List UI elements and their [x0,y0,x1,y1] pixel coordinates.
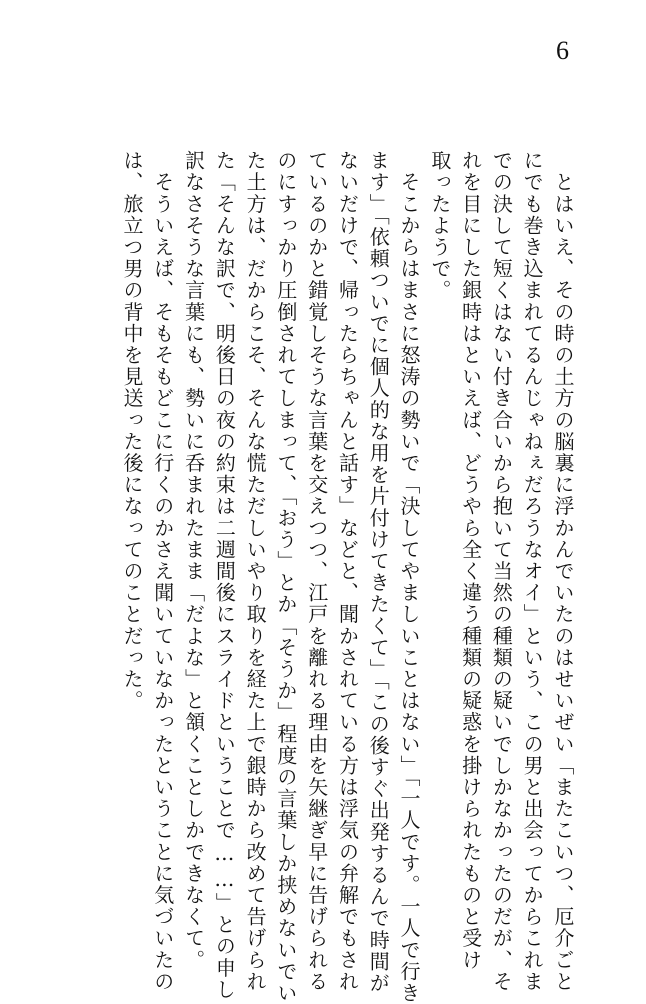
text-line: にでも巻き込まれてるんじゃねぇだろうなオイ」という、この男と出会ってからこれま [520,150,545,993]
text-line: た「そんな訳で、明後日の夜の約束は二週間後にスライドということで……」との申し [212,150,237,1001]
page-number: 6 [556,36,569,65]
text-line: のにすっかり圧倒されてしまって、「おう」とか「そうか」程度の言葉しか挟めないでい [273,150,298,1004]
text-line: 訳なさそうな言葉にも、勢いに呑まれたまま「だよな」と頷くことしかできなくて。 [181,150,206,971]
text-line: とはいえ、その時の土方の脳裏に浮かんでいたのはせいぜい「またこいつ、厄介ごと [550,150,575,993]
body-text [118,150,575,1004]
text-line: 取ったようで。 [427,150,452,302]
text-line: ないだけで、帰ったらちゃんと話す」などと、聞かされている方は浮気の弁解でもされ [335,150,360,993]
text-line: た土方は、だからこそ、そんな慌ただしいやり取りを経た上で銀時から改めて告げられ [243,150,268,993]
text-line: での決して短くはない付き合いから抱いて当然の種類の疑いでしかなかったのだが、そ [489,150,514,993]
text-line: れを目にした銀時はといえば、どうやら全く違う種類の疑惑を掛けられたものと受け [458,150,483,971]
text-line: そこからはまさに怒涛の勢いで「決してやましいことはない」「一人です。一人で行き [397,150,422,1004]
text-line: ているのかと錯覚しそうな言葉を交えつつ、江戸を離れる理由を矢継ぎ早に告げられる [304,150,329,993]
text-line: は、旅立つ男の背中を見送った後になってのことだった。 [120,150,144,712]
text-line: そういえば、そもそもどこに行くのかさえ聞いていなかったということに気づいたの [150,150,175,993]
text-line: ます」「依頼ついでに個人的な用を片付けてきたくて」「この後すぐ出発するんで時間が [366,150,391,994]
